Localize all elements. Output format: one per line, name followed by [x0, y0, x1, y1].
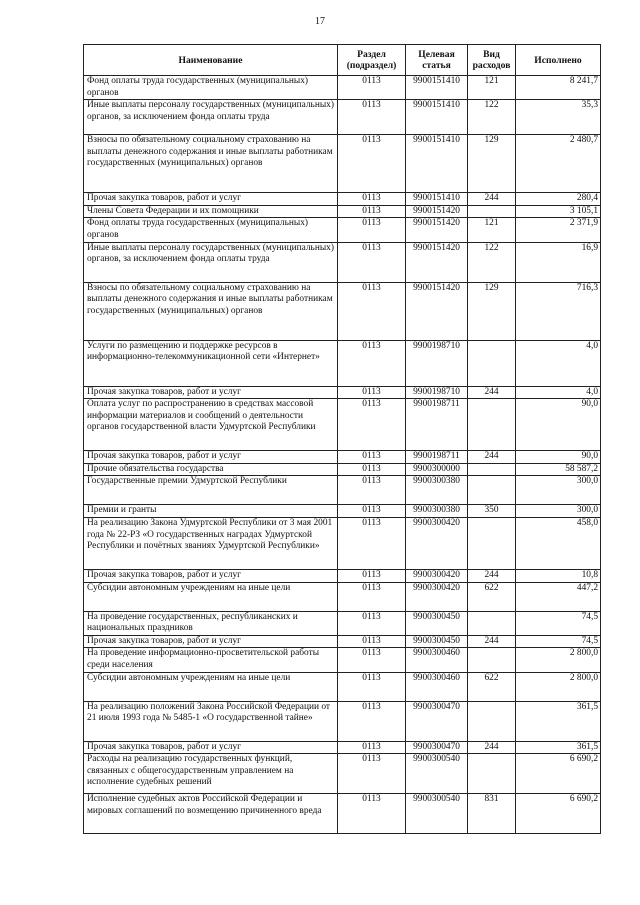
row-kind: [468, 754, 516, 794]
row-target: 9900300450: [406, 611, 468, 635]
row-target: 9900300460: [406, 672, 468, 701]
row-section: 0113: [338, 582, 406, 611]
row-kind: 121: [468, 76, 516, 100]
row-target: 9900151420: [406, 242, 468, 282]
row-section: 0113: [338, 386, 406, 399]
row-section: 0113: [338, 205, 406, 218]
row-kind: 244: [468, 569, 516, 582]
row-target: 9900151420: [406, 218, 468, 242]
row-amount: 35,3: [516, 100, 601, 135]
row-kind: [468, 648, 516, 672]
table-row: [84, 794, 601, 834]
row-section: 0113: [338, 701, 406, 741]
row-kind: [468, 611, 516, 635]
row-target: 9900151410: [406, 100, 468, 135]
row-kind: 122: [468, 242, 516, 282]
row-amount: 10,8: [516, 569, 601, 582]
row-name: Расходы на реализацию государственных функций, связанных с общегосударственным управлением на исполнение судебных решений: [84, 754, 338, 794]
row-target: 9900300380: [406, 505, 468, 518]
page-number: 17: [315, 16, 325, 27]
row-section: 0113: [338, 754, 406, 794]
row-kind: 244: [468, 635, 516, 648]
row-amount: 361,5: [516, 741, 601, 754]
row-name: Государственные премии Удмуртской Республики: [84, 476, 338, 505]
row-amount: 74,5: [516, 611, 601, 635]
row-kind: [468, 701, 516, 741]
row-target: 9900300450: [406, 635, 468, 648]
table-row: [84, 505, 601, 518]
row-target: 9900300470: [406, 701, 468, 741]
row-section: 0113: [338, 399, 406, 451]
table-row: [84, 463, 601, 476]
row-section: 0113: [338, 135, 406, 193]
row-target: 9900300420: [406, 582, 468, 611]
table-row: [84, 218, 601, 242]
row-amount: 58 587,2: [516, 463, 601, 476]
row-kind: 129: [468, 135, 516, 193]
table-row: [84, 569, 601, 582]
row-section: 0113: [338, 451, 406, 464]
header-executed: Исполнено: [516, 45, 601, 76]
row-target: 9900198711: [406, 399, 468, 451]
row-amount: 361,5: [516, 701, 601, 741]
row-name: Взносы по обязательному социальному страхованию на выплаты денежного содержания и иные выплаты работникам государственных (муниципальных) органов: [84, 282, 338, 340]
row-name: Прочая закупка товаров, работ и услуг: [84, 569, 338, 582]
row-kind: 244: [468, 386, 516, 399]
row-amount: 2 480,7: [516, 135, 601, 193]
row-amount: 300,0: [516, 476, 601, 505]
row-name: На реализацию Закона Удмуртской Республики от 3 мая 2001 года № 22-РЗ «О государственных наградах Удмуртской Республики и почётных званиях Удмуртской Республики»: [84, 517, 338, 569]
row-kind: [468, 205, 516, 218]
row-target: 9900198710: [406, 386, 468, 399]
row-name: Прочая закупка товаров, работ и услуг: [84, 193, 338, 206]
row-name: Прочая закупка товаров, работ и услуг: [84, 741, 338, 754]
row-kind: 244: [468, 193, 516, 206]
row-name: Услуги по размещению и поддержке ресурсов в информационно-телекоммуникационной сети «Интернет»: [84, 340, 338, 386]
row-kind: [468, 399, 516, 451]
row-kind: 622: [468, 582, 516, 611]
row-name: Исполнение судебных актов Российской Федерации и мировых соглашений по возмещению причиненного вреда: [84, 794, 338, 834]
row-target: 9900300470: [406, 741, 468, 754]
row-amount: 2 800,0: [516, 648, 601, 672]
row-name: Прочая закупка товаров, работ и услуг: [84, 635, 338, 648]
row-amount: 4,0: [516, 340, 601, 386]
table-row: [84, 340, 601, 386]
table-row: [84, 205, 601, 218]
row-name: Субсидии автономным учреждениям на иные цели: [84, 582, 338, 611]
row-kind: [468, 340, 516, 386]
row-section: 0113: [338, 218, 406, 242]
row-name: На реализацию положений Закона Российской Федерации от 21 июля 1993 года № 5485-1 «О государственной тайне»: [84, 701, 338, 741]
row-amount: 280,4: [516, 193, 601, 206]
row-kind: 831: [468, 794, 516, 834]
row-amount: 3 105,1: [516, 205, 601, 218]
row-kind: 350: [468, 505, 516, 518]
row-name: Прочие обязательства государства: [84, 463, 338, 476]
row-section: 0113: [338, 340, 406, 386]
table-row: [84, 193, 601, 206]
row-name: Фонд оплаты труда государственных (муниципальных) органов: [84, 218, 338, 242]
row-section: 0113: [338, 242, 406, 282]
row-section: 0113: [338, 282, 406, 340]
table-row: [84, 242, 601, 282]
row-name: Оплата услуг по распространению в средствах массовой информации материалов и сообщений о деятельности органов государственной власти Удмуртской Республики: [84, 399, 338, 451]
budget-table: [83, 44, 601, 834]
row-target: 9900300380: [406, 476, 468, 505]
row-name: Члены Совета Федерации и их помощники: [84, 205, 338, 218]
row-amount: 74,5: [516, 635, 601, 648]
row-section: 0113: [338, 794, 406, 834]
row-section: 0113: [338, 100, 406, 135]
table-row: [84, 582, 601, 611]
table-row: [84, 635, 601, 648]
row-kind: [468, 463, 516, 476]
row-amount: 4,0: [516, 386, 601, 399]
row-kind: 129: [468, 282, 516, 340]
row-amount: 6 690,2: [516, 754, 601, 794]
table-row: [84, 451, 601, 464]
row-amount: 90,0: [516, 399, 601, 451]
row-target: 9900151420: [406, 205, 468, 218]
row-section: 0113: [338, 648, 406, 672]
row-amount: 300,0: [516, 505, 601, 518]
table-row: [84, 741, 601, 754]
table-row: [84, 648, 601, 672]
row-target: 9900151410: [406, 193, 468, 206]
row-target: 9900151420: [406, 282, 468, 340]
row-target: 9900300420: [406, 569, 468, 582]
row-name: Взносы по обязательному социальному страхованию на выплаты денежного содержания и иные выплаты работникам государственных (муниципальных) органов: [84, 135, 338, 193]
table-row: [84, 672, 601, 701]
row-kind: 121: [468, 218, 516, 242]
row-name: Фонд оплаты труда государственных (муниципальных) органов: [84, 76, 338, 100]
row-kind: 122: [468, 100, 516, 135]
row-name: Субсидии автономным учреждениям на иные цели: [84, 672, 338, 701]
table-row: [84, 611, 601, 635]
row-name: Иные выплаты персоналу государственных (муниципальных) органов, за исключением фонда оплаты труда: [84, 100, 338, 135]
row-amount: 16,9: [516, 242, 601, 282]
row-section: 0113: [338, 611, 406, 635]
row-name: Прочая закупка товаров, работ и услуг: [84, 451, 338, 464]
row-name: На проведение информационно-просветительской работы среди населения: [84, 648, 338, 672]
row-section: 0113: [338, 569, 406, 582]
row-section: 0113: [338, 463, 406, 476]
row-section: 0113: [338, 672, 406, 701]
row-section: 0113: [338, 476, 406, 505]
table-row: [84, 100, 601, 135]
row-amount: 458,0: [516, 517, 601, 569]
row-target: 9900300420: [406, 517, 468, 569]
row-name: Иные выплаты персоналу государственных (муниципальных) органов, за исключением фонда оплаты труда: [84, 242, 338, 282]
table-row: [84, 386, 601, 399]
table-row: [84, 399, 601, 451]
table-row: [84, 135, 601, 193]
table-body: [84, 76, 601, 834]
row-kind: [468, 476, 516, 505]
row-section: 0113: [338, 505, 406, 518]
row-target: 9900300540: [406, 754, 468, 794]
row-target: 9900300000: [406, 463, 468, 476]
row-section: 0113: [338, 193, 406, 206]
table-row: [84, 754, 601, 794]
row-kind: [468, 517, 516, 569]
row-section: 0113: [338, 517, 406, 569]
row-target: 9900300460: [406, 648, 468, 672]
row-amount: 2 800,0: [516, 672, 601, 701]
header-target: Целевая статья: [406, 45, 468, 76]
row-target: 9900151410: [406, 135, 468, 193]
header-section: Раздел (подраздел): [338, 45, 406, 76]
table-row: [84, 76, 601, 100]
row-amount: 716,3: [516, 282, 601, 340]
table-header-row: [84, 45, 601, 76]
table-row: [84, 701, 601, 741]
row-amount: 90,0: [516, 451, 601, 464]
header-name: Наименование: [84, 45, 338, 76]
row-target: 9900151410: [406, 76, 468, 100]
row-kind: 244: [468, 741, 516, 754]
row-target: 9900300540: [406, 794, 468, 834]
row-amount: 447,2: [516, 582, 601, 611]
table-row: [84, 476, 601, 505]
table-row: [84, 517, 601, 569]
table-row: [84, 282, 601, 340]
row-name: Прочая закупка товаров, работ и услуг: [84, 386, 338, 399]
row-name: Премии и гранты: [84, 505, 338, 518]
row-name: На проведение государственных, республиканских и национальных праздников: [84, 611, 338, 635]
row-amount: 2 371,9: [516, 218, 601, 242]
row-section: 0113: [338, 635, 406, 648]
row-kind: 244: [468, 451, 516, 464]
row-amount: 6 690,2: [516, 794, 601, 834]
row-target: 9900198711: [406, 451, 468, 464]
header-kind: Вид расходов: [468, 45, 516, 76]
row-section: 0113: [338, 741, 406, 754]
row-amount: 8 241,7: [516, 76, 601, 100]
row-target: 9900198710: [406, 340, 468, 386]
row-kind: 622: [468, 672, 516, 701]
row-section: 0113: [338, 76, 406, 100]
